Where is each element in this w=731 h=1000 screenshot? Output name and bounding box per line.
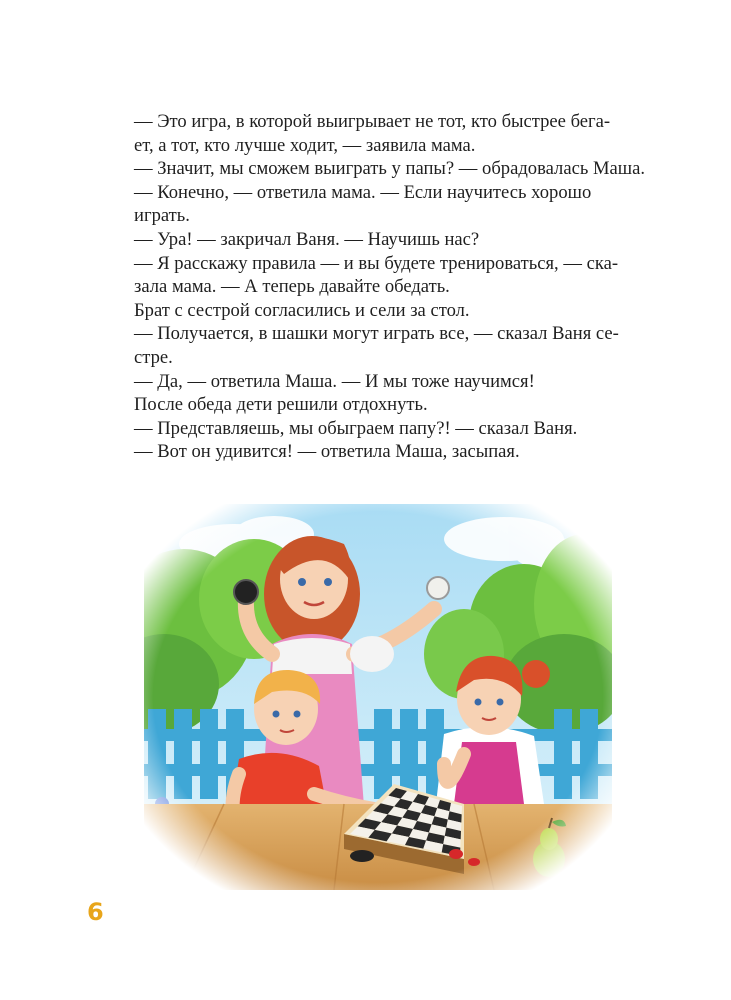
story-line: — Получается, в шашки могут играть все, — сказал Ваня се- bbox=[134, 323, 619, 345]
story-line: играть. bbox=[134, 205, 190, 227]
story-line: — Представляешь, мы обыграем папу?! — сказал Ваня. bbox=[134, 417, 578, 439]
story-line: — Я расскажу правила — и вы будете тренироваться, — ска- bbox=[134, 252, 619, 274]
story-line: — Ура! — закричал Ваня. — Научишь нас? bbox=[134, 228, 480, 250]
vignette bbox=[144, 504, 612, 890]
story-line: — Значит, мы сможем выиграть у папы? — обрадовалась Маша. bbox=[134, 158, 645, 180]
story-illustration bbox=[144, 504, 612, 890]
story-line: — Да, — ответила Маша. — И мы тоже научимся! bbox=[134, 370, 535, 392]
page-number: 6 bbox=[87, 898, 104, 926]
story-line: — Вот он удивится! — ответила Маша, засыпая. bbox=[134, 441, 520, 463]
story-line: Брат с сестрой согласились и сели за стол. bbox=[134, 299, 470, 321]
story-line: После обеда дети решили отдохнуть. bbox=[134, 394, 428, 416]
story-text bbox=[134, 110, 654, 464]
story-line: — Это игра, в которой выигрывает не тот, кто быстрее бега- bbox=[134, 111, 611, 132]
story-line: стре. bbox=[134, 346, 173, 368]
story-line: — Конечно, — ответила мама. — Если научитесь хорошо bbox=[134, 181, 592, 203]
story-line: зала мама. — А теперь давайте обедать. bbox=[134, 276, 450, 298]
story-line: ет, а тот, кто лучше ходит, — заявила мама. bbox=[134, 134, 476, 156]
illustration-svg bbox=[144, 504, 612, 890]
